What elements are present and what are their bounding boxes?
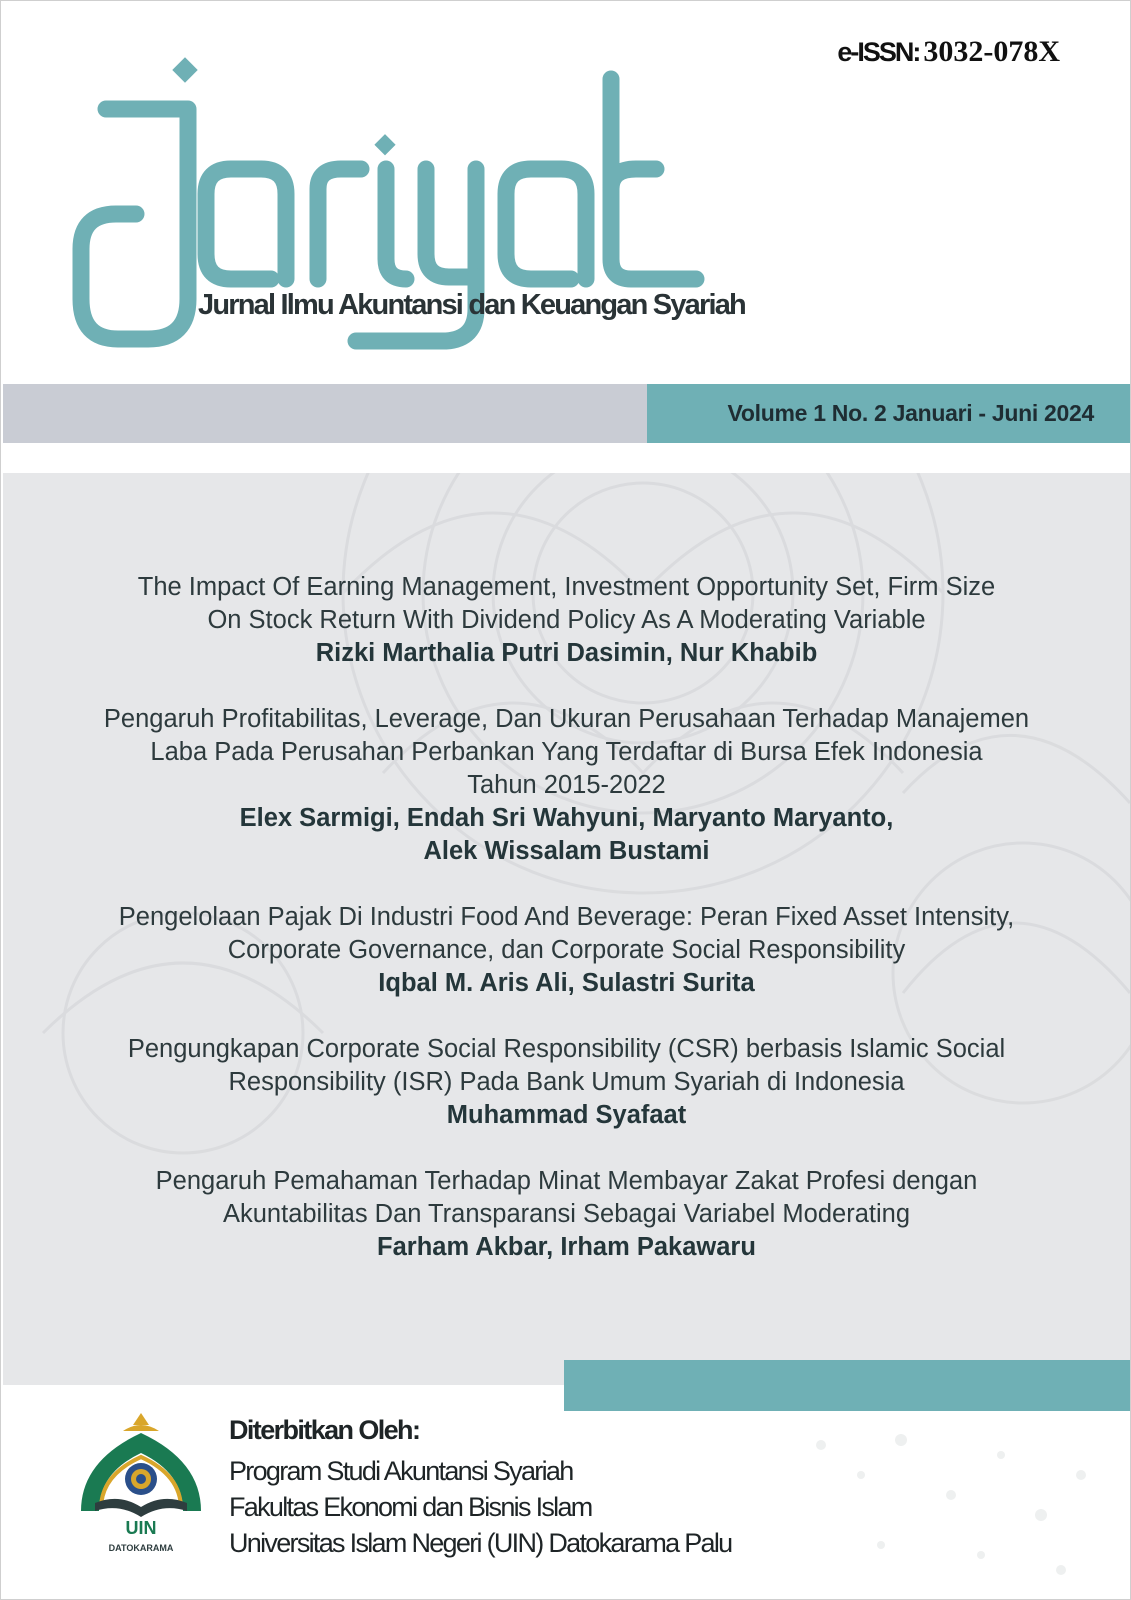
article-authors: Rizki Marthalia Putri Dasimin, Nur Khabib (315, 639, 818, 667)
article-title-line: On Stock Return With Dividend Policy As A Moderating Variable (207, 606, 926, 634)
article-title-line: Corporate Governance, dan Corporate Social Responsibility (227, 936, 906, 964)
volume-band (647, 384, 1131, 443)
article-list (3, 571, 1130, 1297)
article-authors: Iqbal M. Aris Ali, Sulastri Surita (378, 969, 755, 997)
uin-logo-caption: DATOKARAMA (108, 1543, 174, 1553)
publisher-line: Universitas Islam Negeri (UIN) Datokarama Palu (229, 1528, 732, 1558)
article-title-line: Akuntabilitas Dan Transparansi Sebagai Variabel Moderating (222, 1200, 911, 1228)
articles-panel (3, 473, 1130, 1385)
article-authors: Muhammad Syafaat (446, 1101, 687, 1129)
journal-subtitle: Jurnal Ilmu Akuntansi dan Keuangan Syariah (198, 289, 745, 321)
issn-number: 3032-078X (923, 35, 1060, 68)
issn (837, 35, 1060, 69)
volume-label: Volume 1 No. 2 Januari - Juni 2024 (727, 400, 1094, 426)
article-authors: Farham Akbar, Irham Pakawaru (377, 1233, 756, 1261)
publisher-block (229, 1415, 731, 1561)
article-title-line: Pengaruh Profitabilitas, Leverage, Dan Ukuran Perusahaan Terhadap Manajemen (103, 705, 1030, 733)
article-item (3, 571, 1130, 670)
publisher-line: Fakultas Ekonomi dan Bisnis Islam (229, 1492, 592, 1522)
article-item (3, 703, 1130, 868)
article-item (3, 901, 1130, 1000)
uin-logo-text: UIN (125, 1518, 157, 1538)
article-title-line: Tahun 2015-2022 (467, 771, 666, 799)
publisher-line: Program Studi Akuntansi Syariah (229, 1456, 573, 1486)
article-title-line: Responsibility (ISR) Pada Bank Umum Syariah di Indonesia (228, 1068, 905, 1096)
article-title-line: The Impact Of Earning Management, Investment Opportunity Set, Firm Size (137, 573, 996, 601)
article-authors: Alek Wissalam Bustami (423, 837, 710, 865)
article-title-line: Pengelolaan Pajak Di Industri Food And Beverage: Peran Fixed Asset Intensity, (118, 903, 1015, 931)
article-item (3, 1165, 1130, 1264)
issn-label: e-ISSN: (837, 37, 920, 67)
article-title-line: Pengungkapan Corporate Social Responsibility (CSR) berbasis Islamic Social (127, 1035, 1006, 1063)
article-title-line: Laba Pada Perusahan Perbankan Yang Terdaftar di Bursa Efek Indonesia (150, 738, 983, 766)
article-authors: Elex Sarmigi, Endah Sri Wahyuni, Maryanto Maryanto, (239, 804, 894, 832)
header-band (3, 384, 647, 443)
article-item (3, 1033, 1130, 1132)
publisher-heading: Diterbitkan Oleh: (229, 1415, 420, 1445)
uin-datokarama-logo (71, 1411, 211, 1561)
article-title-line: Pengaruh Pemahaman Terhadap Minat Membayar Zakat Profesi dengan (155, 1167, 978, 1195)
